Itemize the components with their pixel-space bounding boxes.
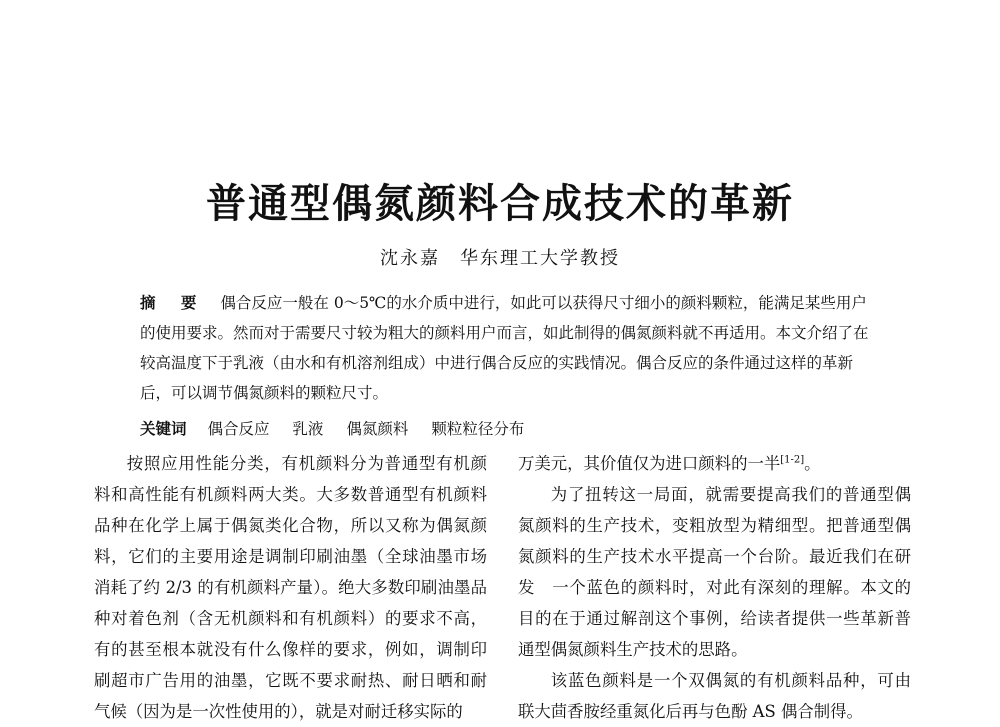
keyword: 偶合反应 (207, 420, 270, 438)
keywords-heading: 关键词 (140, 420, 187, 438)
abstract-heading: 摘 要 (140, 294, 207, 312)
author-line: 沈永嘉 华东理工大学教授 (380, 248, 620, 269)
body-paragraph: 按照应用性能分类，有机颜料分为普通型有机颜料和高性能有机颜料两大类。大多数普通型有机颜料品种在化学上属于偶氮类化合物，所以又称为偶氮颜料，它们的主要用途是调制印刷油墨（全球油墨市场消耗了约 2/3 的有机颜料产量）。绝大多数印刷油墨品种对着色剂（含无机颜料和有机颜料）的要求不高，有的甚至根本就没有什么像样的要求，例如，调制印刷超市广告用的油墨，它既不要求耐热、耐日晒和耐气候（因为是一次性使用的），就是对耐迁移实际的 (94, 454, 487, 721)
abstract-text: 偶合反应一般在 0～5℃的水介质中进行，如此可以获得尺寸细小的颜料颗粒，能满足某些用户的使用要求。然而对于需要尺寸较为粗大的颜料用户而言，如此制得的偶氮颜料就不再适用。本文介绍了在较高温度下于乳液（由水和有机溶剂组成）中进行偶合反应的实践情况。偶合反应的条件通过这样的革新后，可以调节偶氮颜料的颗粒尺寸。 (140, 294, 869, 402)
body-column-left (94, 448, 487, 727)
body-column-right (518, 448, 911, 727)
citation-reference: [1-2] (780, 454, 805, 466)
body-text: 。 (804, 454, 821, 473)
keyword: 乳液 (292, 420, 324, 438)
body-paragraph: 该蓝色颜料是一个双偶氮的有机颜料品种，可由联大茴香胺经重氮化后再与色酚 AS 偶合制得。 (518, 671, 911, 721)
keyword: 颗粒粒径分布 (431, 420, 525, 438)
abstract (140, 288, 870, 408)
body-paragraph: 为了扭转这一局面，就需要提高我们的普通型偶氮颜料的生产技术，变粗放型为精细型。把普通型偶氮颜料的生产技术水平提高一个台阶。最近我们在研发 一个蓝色的颜料时，对此有深刻的理解。本文的目的在于通过解剖这个事例，给读者提供一些革新普通型偶氮颜料生产技术的思路。 (518, 485, 911, 659)
body-text: 万美元，其价值仅为进口颜料的一半 (518, 454, 781, 473)
keyword: 偶氮颜料 (346, 420, 409, 438)
article-title: 普通型偶氮颜料合成技术的革新 (206, 181, 794, 227)
keywords (140, 414, 870, 444)
body-paragraph (518, 448, 911, 479)
